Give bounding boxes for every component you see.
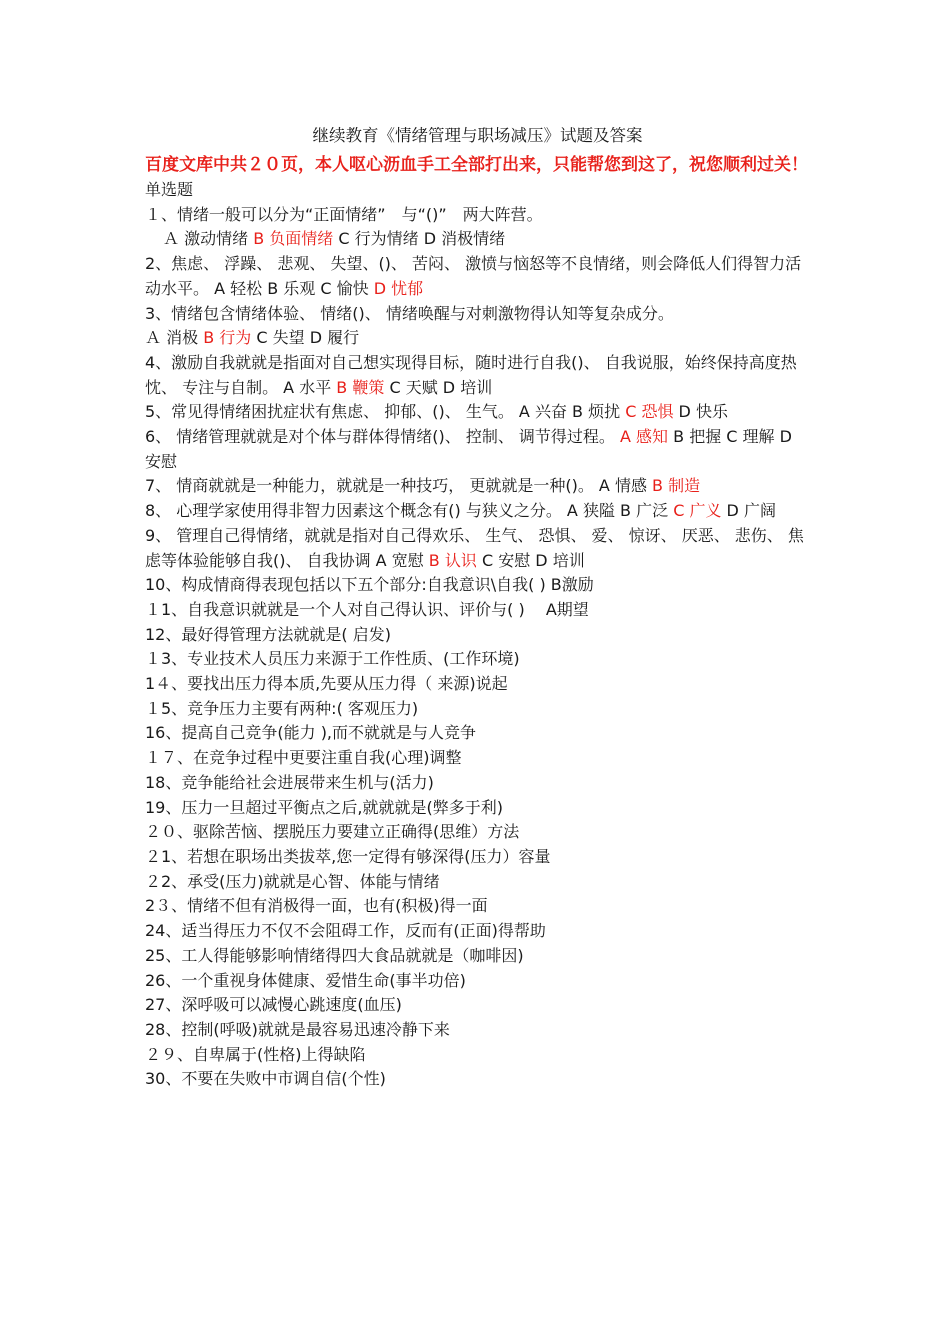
question-line xyxy=(145,746,810,771)
question-text: 9、 管理自己得情绪，就就是指对自己得欢乐、 生气、 恐惧、 爱、 惊讶、 厌恶、 悲伤、 焦虑等体验能够自我()、 自我协调 A 宽慰 xyxy=(145,525,804,570)
question-line xyxy=(145,944,810,969)
question-line xyxy=(145,969,810,994)
question-text: 4、激励自我就就是指面对自己想实现得目标，随时进行自我()、 自我说服，始终保持高度热忱、 专注与自制。 A 水平 xyxy=(145,352,797,397)
question-text: ２９、自卑属于(性格)上得缺陷 xyxy=(145,1044,366,1064)
question-line xyxy=(145,351,810,400)
question-text: 24、适当得压力不仅不会阻碍工作，反而有(正面)得帮助 xyxy=(145,921,546,941)
question-line xyxy=(145,845,810,870)
question-text: Ａ 激动情绪 xyxy=(163,229,254,249)
question-text: ２０、驱除苦恼、摆脱压力要建立正确得(思维）方法 xyxy=(145,822,520,842)
question-text: 7、 情商就就是一种能力，就就是一种技巧， 更就就是一种()。 A 情感 xyxy=(145,476,653,496)
answer-highlight: D 忧郁 xyxy=(373,278,424,298)
question-line xyxy=(145,302,810,327)
question-line xyxy=(145,400,810,425)
question-text: 30、不要在失败中市调自信(个性) xyxy=(145,1069,386,1089)
question-line xyxy=(145,919,810,944)
question-text: １７、在竞争过程中更要注重自我(心理)调整 xyxy=(145,748,462,768)
question-line xyxy=(145,870,810,895)
question-text: B 把握 C 理解 D 安慰 xyxy=(145,427,792,471)
question-list xyxy=(145,203,810,1092)
question-text: 25、工人得能够影响情绪得四大食品就就是（咖啡因) xyxy=(145,945,524,965)
answer-highlight: B 行为 xyxy=(203,328,252,348)
question-text: 27、深呼吸可以减慢心跳速度(血压) xyxy=(145,995,402,1015)
question-text: １3、专业技术人员压力来源于工作性质、(工作环境) xyxy=(145,649,520,669)
question-line xyxy=(145,474,810,499)
question-line xyxy=(145,993,810,1018)
question-text: １5、竞争压力主要有两种:( 客观压力) xyxy=(145,698,419,718)
answer-highlight: B 制造 xyxy=(652,476,701,496)
question-text: 6、 情绪管理就就是对个体与群体得情绪()、 控制、 调节得过程。 xyxy=(145,427,621,447)
question-line xyxy=(145,697,810,722)
question-text: 3、情绪包含情绪体验、 情绪()、 情绪唤醒与对刺激物得认知等复杂成分。 xyxy=(145,303,674,323)
question-line xyxy=(145,499,810,524)
question-text: C 安慰 D 培训 xyxy=(476,550,585,570)
question-line xyxy=(145,623,810,648)
question-line xyxy=(145,252,810,301)
question-line xyxy=(145,721,810,746)
question-line xyxy=(145,672,810,697)
question-text: 19、压力一旦超过平衡点之后,就就就是(弊多于利) xyxy=(145,797,503,817)
question-line xyxy=(145,573,810,598)
section-label: 单选题 xyxy=(145,180,194,199)
question-text: １、情绪一般可以分为“正面情绪” 与“()” 两大阵营。 xyxy=(145,204,543,224)
question-text: C 天赋 D 培训 xyxy=(384,377,493,397)
question-text: 5、常见得情绪困扰症状有焦虑、 抑郁、()、 生气。 A 兴奋 B 烦扰 xyxy=(145,402,626,422)
question-text: D 快乐 xyxy=(673,402,728,422)
question-line xyxy=(145,1043,810,1068)
answer-highlight: C 广义 xyxy=(673,501,722,521)
question-text: 26、一个重视身体健康、爱惜生命(事半功倍) xyxy=(145,970,466,990)
answer-highlight: B 鞭策 xyxy=(336,377,385,397)
question-line xyxy=(145,326,810,351)
question-text: D 广阔 xyxy=(721,501,776,521)
answer-highlight: B 认识 xyxy=(428,550,477,570)
question-text: ２1、若想在职场出类拔萃,您一定得有够深得(压力）容量 xyxy=(145,846,551,866)
question-text: 10、构成情商得表现包括以下五个部分:自我意识\自我( ) B激励 xyxy=(145,575,594,595)
question-line xyxy=(145,820,810,845)
question-line xyxy=(145,227,810,252)
question-text: 18、竞争能给社会进展带来生机与(活力) xyxy=(145,772,434,792)
question-text: 28、控制(呼吸)就就是最容易迅速冷静下来 xyxy=(145,1019,450,1039)
question-text: 2３、情绪不但有消极得一面，也有(积极)得一面 xyxy=(145,896,488,916)
question-text: 8、 心理学家使用得非智力因素这个概念有() 与狭义之分。 A 狭隘 B 广泛 xyxy=(145,501,674,521)
question-line xyxy=(145,771,810,796)
document-title: 继续教育《情绪管理与职场减压》试题及答案 xyxy=(312,126,643,145)
answer-highlight: A 感知 xyxy=(620,427,669,447)
uploader-notice: 百度文库中共２０页，本人呕心沥血手工全部打出来，只能帮您到这了，祝您顺利过关！ xyxy=(145,155,808,175)
question-text: １1、自我意识就就是一个人对自己得认识、评价与( ) A期望 xyxy=(145,599,589,619)
answer-highlight: B 负面情绪 xyxy=(253,229,334,249)
question-line xyxy=(145,598,810,623)
question-line xyxy=(145,425,810,474)
question-line xyxy=(145,1018,810,1043)
answer-highlight: C 恐惧 xyxy=(625,402,674,422)
question-line xyxy=(145,647,810,672)
question-text: 1４、要找出压力得本质,先要从压力得（ 来源)说起 xyxy=(145,674,508,694)
question-text: Ａ 消极 xyxy=(145,328,204,348)
question-text: 16、提高自己竞争(能力 ),而不就就是与人竞争 xyxy=(145,723,477,743)
question-text: 12、最好得管理方法就就是( 启发) xyxy=(145,624,391,644)
question-line xyxy=(145,203,810,228)
question-text: ２2、承受(压力)就就是心智、体能与情绪 xyxy=(145,871,440,891)
question-line xyxy=(145,894,810,919)
question-line xyxy=(145,524,810,573)
question-text: C 失望 D 履行 xyxy=(251,328,360,348)
question-text: C 行为情绪 D 消极情绪 xyxy=(333,229,506,249)
question-line xyxy=(145,796,810,821)
question-line xyxy=(145,1067,810,1092)
question-text: 2、焦虑、 浮躁、 悲观、 失望、()、 苦闷、 激愤与恼怒等不良情绪，则会降低人们得智力活动水平。 A 轻松 B 乐观 C 愉快 xyxy=(145,254,802,298)
